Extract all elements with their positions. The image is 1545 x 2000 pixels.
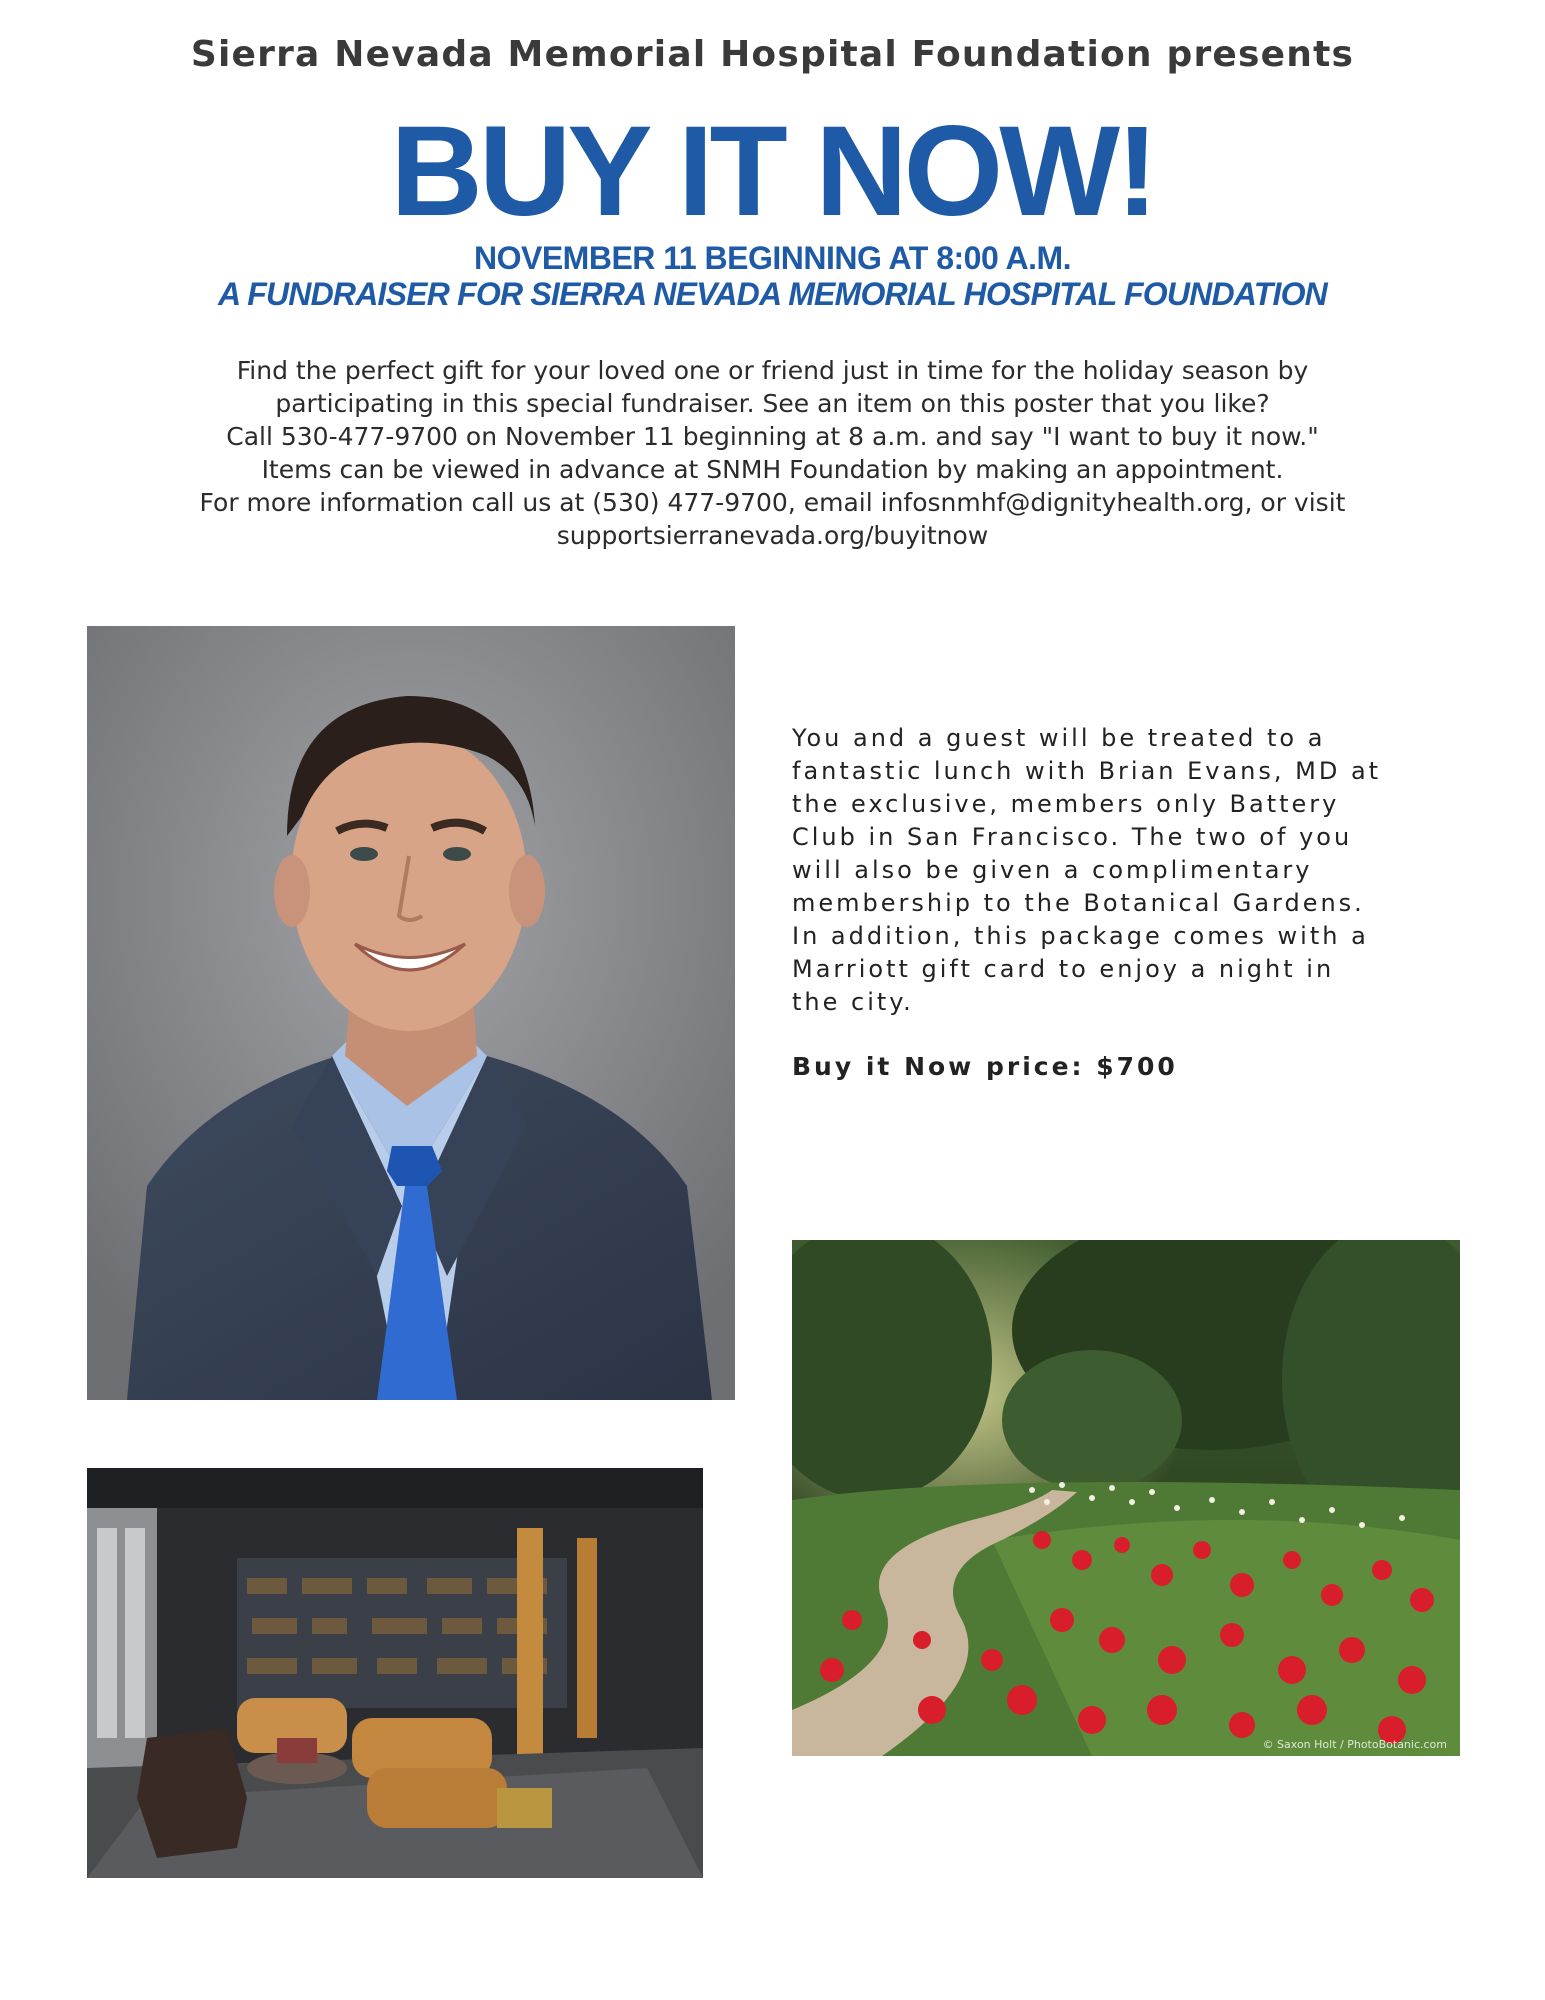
description-line: the exclusive, members only Battery [792,790,1340,818]
description-line: fantastic lunch with Brian Evans, MD at [792,757,1382,785]
intro-line: participating in this special fundraiser. See an item on this poster that you like? [275,389,1270,418]
intro-paragraph [60,354,1485,552]
event-date: NOVEMBER 11 BEGINNING AT 8:00 A.M. [473,240,1072,276]
intro-line: supportsierranevada.org/buyitnow [556,521,989,550]
intro-line: Call 530-477-9700 on November 11 beginning at 8 a.m. and say "I want to buy it now." [226,422,1319,451]
description-line: membership to the Botanical Gardens. [792,889,1365,917]
battery-club-photo [87,1468,703,1878]
headline: BUY IT NOW! [390,100,1155,243]
intro-line: Find the perfect gift for your loved one or friend just in time for the holiday season by [236,356,1309,385]
description-line: the city. [792,988,914,1016]
description-line: You and a guest will be treated to a [792,724,1326,752]
intro-line: For more information call us at (530) 477-9700, email infosnmhf@dignityhealth.org, or visit [199,488,1346,517]
fundraiser-subtitle: A FUNDRAISER FOR SIERRA NEVADA MEMORIAL HOSPITAL FOUNDATION [218,276,1327,312]
description-line: Club in San Francisco. The two of you [792,823,1353,851]
intro-line: Items can be viewed in advance at SNMH Foundation by making an appointment. [261,455,1284,484]
description-line: Marriott gift card to enjoy a night in [792,955,1335,983]
description-line: will also be given a complimentary [792,856,1313,884]
presenter-line: Sierra Nevada Memorial Hospital Foundation presents [190,34,1355,75]
photo-credit: © Saxon Holt / PhotoBotanic.com [1262,1738,1447,1751]
buy-it-now-price: Buy it Now price: $700 [792,1052,1178,1081]
description-line: In addition, this package comes with a [792,922,1369,950]
botanical-garden-photo [792,1240,1460,1756]
portrait-photo [87,626,735,1400]
item-description [792,722,1472,1019]
